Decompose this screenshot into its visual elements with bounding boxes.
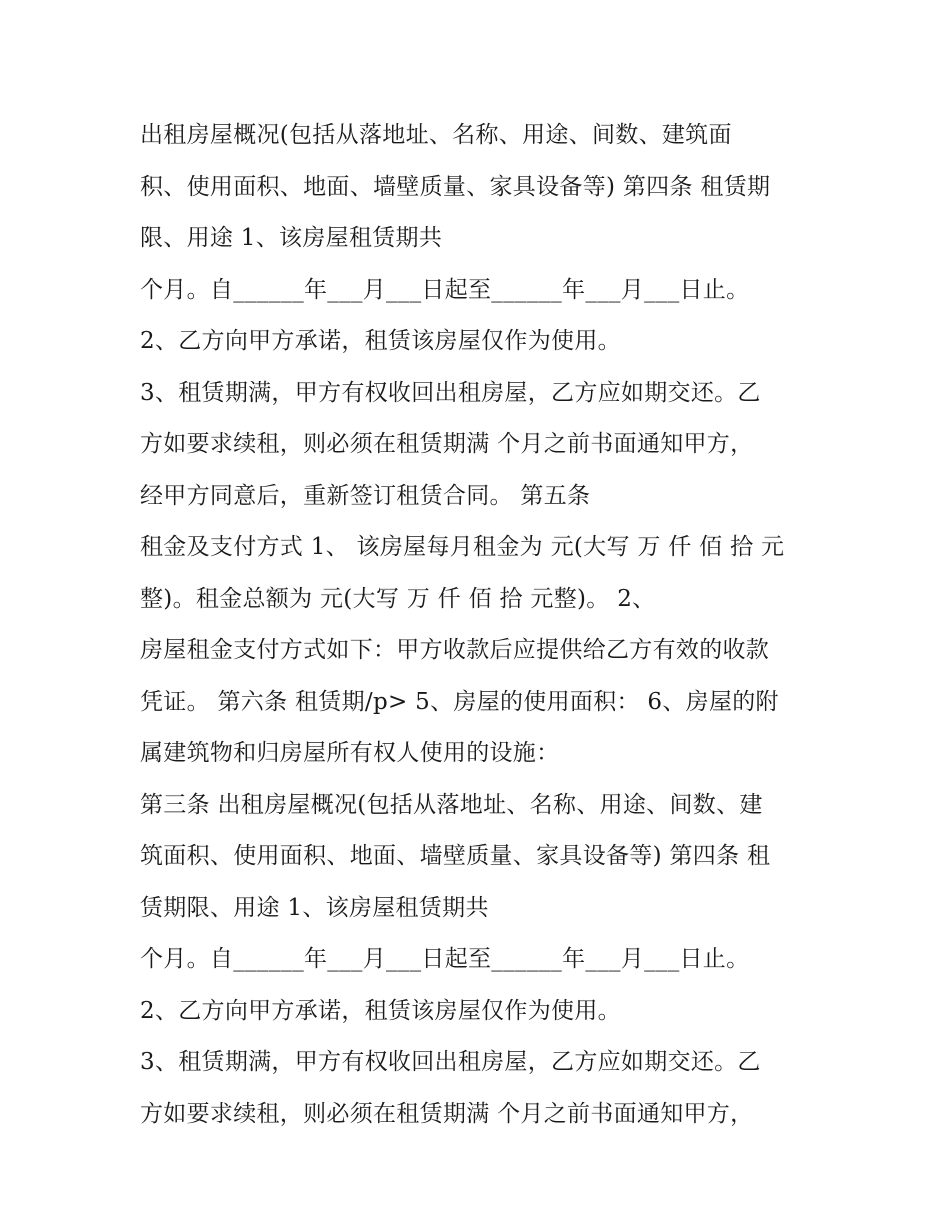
text-line: 方如要求续租，则必须在租赁期满 个月之前书面通知甲方， — [140, 431, 754, 457]
text-line: 限、用途 1、该房屋租赁期共 — [140, 225, 443, 251]
text-line: 3、租赁期满，甲方有权收回出租房屋，乙方应如期交还。乙 — [140, 379, 761, 406]
text-line: 出租房屋概况(包括从落地址、名称、用途、间数、建筑面 — [140, 122, 732, 148]
text-line: 凭证。 第六条 租赁期/p> 5、房屋的使用面积： 6、房屋的附 — [140, 688, 779, 715]
text-line: 第三条 出租房屋概况(包括从落地址、名称、用途、间数、建 — [140, 791, 763, 818]
text-line: 房屋租金支付方式如下：甲方收款后应提供给乙方有效的收款 — [140, 637, 770, 663]
text-line: 租金及支付方式 1、 该房屋每月租金为 元(大写 万 仟 佰 拾 元 — [140, 534, 785, 560]
document-body — [140, 110, 820, 1140]
text-line: 个月。自______年___月___日起至______年___月___日止。 — [140, 276, 750, 303]
text-line: 赁期限、用途 1、该房屋租赁期共 — [140, 894, 489, 921]
text-line: 整)。租金总额为 元(大写 万 仟 佰 拾 元整)。 2、 — [140, 585, 656, 612]
text-line: 方如要求续租，则必须在租赁期满 个月之前书面通知甲方， — [140, 1100, 754, 1127]
text-line: 积、使用面积、地面、墙壁质量、家具设备等) 第四条 租赁期 — [140, 173, 771, 200]
text-line: 3、租赁期满，甲方有权收回出租房屋，乙方应如期交还。乙 — [140, 1049, 761, 1075]
text-line: 2、乙方向甲方承诺，租赁该房屋仅作为使用。 — [140, 328, 621, 354]
text-line: 2、乙方向甲方承诺，租赁该房屋仅作为使用。 — [140, 997, 621, 1024]
text-line: 经甲方同意后，重新签订租赁合同。 第五条 — [140, 482, 591, 509]
text-line: 个月。自______年___月___日起至______年___月___日止。 — [140, 946, 750, 972]
text-line: 属建筑物和归房屋所有权人使用的设施： — [140, 740, 560, 766]
text-line: 筑面积、使用面积、地面、墙壁质量、家具设备等) 第四条 租 — [140, 843, 771, 869]
